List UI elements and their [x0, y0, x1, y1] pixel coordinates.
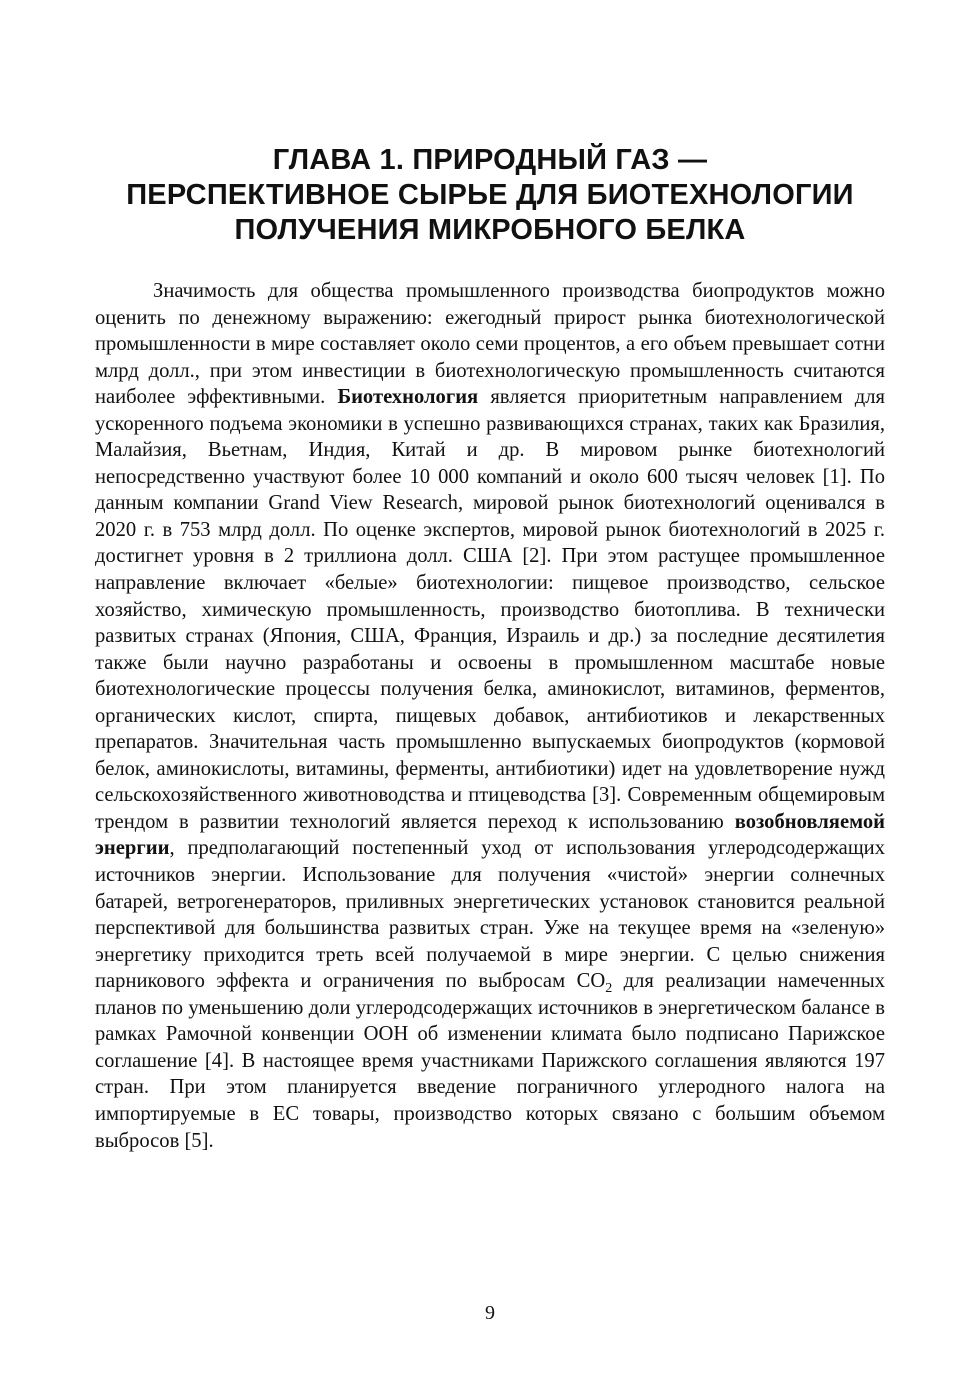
term-biotechnology: Биотехнология: [337, 386, 479, 409]
chapter-title: [95, 143, 885, 248]
paragraph-text-part-3: , предполагающий постепенный уход от использования углеродсодержащих источников энергии. Использование для получения «чистой» энергии солнечных батарей, ветрогенераторов, приливных энергетических установок становится реальной перспективой для большинства развитых стран. Уже на текущее время на «зеленую» энергетику приходится треть всей получаемой в мире энергии. С целью снижения парникового эффекта и ограничения по выбросам CO: [95, 837, 885, 993]
co2-subscript: 2: [605, 981, 613, 997]
term-renewable-energy: возобновляемой энергии: [95, 810, 885, 860]
chapter-title-line-3: ПОЛУЧЕНИЯ МИКРОБНОГО БЕЛКА: [234, 214, 746, 246]
chapter-title-line-1: ГЛАВА 1. ПРИРОДНЫЙ ГАЗ —: [272, 144, 708, 176]
paragraph-text-part-1: Значимость для общества промышленного производства биопродуктов можно оценить по денежному выражению: ежегодный прирост рынка биотехнологической промышленности в мире составляет около семи процентов, а его объем превышает сотни млрд долл., при этом инвестиции в биотехнологическую промышленность считаются наиболее эффективными.: [95, 280, 885, 409]
body-text: [95, 278, 885, 1154]
paragraph-text-part-2: является приоритетным направлением для ускоренного подъема экономики в успешно развивающихся странах, таких как Бразилия, Малайзия, Вьетнам, Индия, Китай и др. В мировом рынке биотехнологий непосредственно участвуют более 10 000 компаний и около 600 тысяч человек [1]. По данным компании Grand View Research, мировой рынок биотехнологий оценивался в 2020 г. в 753 млрд долл. По оценке экспертов, мировой рынок биотехнологий в 2025 г. достигнет уровня в 2 триллиона долл. США [2]. При этом растущее промышленное направление включает «белые» биотехнологии: пищевое производство, сельское хозяйство, химическую промышленность, производство биотоплива. В технически развитых странах (Япония, США, Франция, Израиль и др.) за последние десятилетия также были научно разработаны и освоены в промышленном масштабе новые биотехнологические процессы получения белка, аминокислот, витаминов, ферментов, органических кислот, спирта, пищевых добавок, антибиотиков и лекарственных препаратов. Значительная часть промышленно выпускаемых биопродуктов (кормовой белок, аминокислоты, витамины, ферменты, антибиотики) идет на удовлетворение нужд сельскохозяйственного животноводства и птицеводства [3]. Современным общемировым трендом в развитии технологий является переход к использованию: [95, 386, 885, 833]
paragraph-text-part-4: для реализации намеченных планов по уменьшению доли углеродсодержащих источников в энергетическом балансе в рамках Рамочной конвенции ООН об изменении климата было подписано Парижское соглашение [4]. В настоящее время участниками Парижского соглашения являются 197 стран. При этом планируется введение пограничного углеродного налога на импортируемые в ЕС товары, производство которых связано с большим объемом выбросов [5].: [95, 970, 885, 1152]
chapter-title-line-2: ПЕРСПЕКТИВНОЕ СЫРЬЕ ДЛЯ БИОТЕХНОЛОГИИ: [126, 179, 854, 211]
page-number: 9: [485, 1302, 495, 1324]
body-paragraph: [95, 278, 885, 1154]
